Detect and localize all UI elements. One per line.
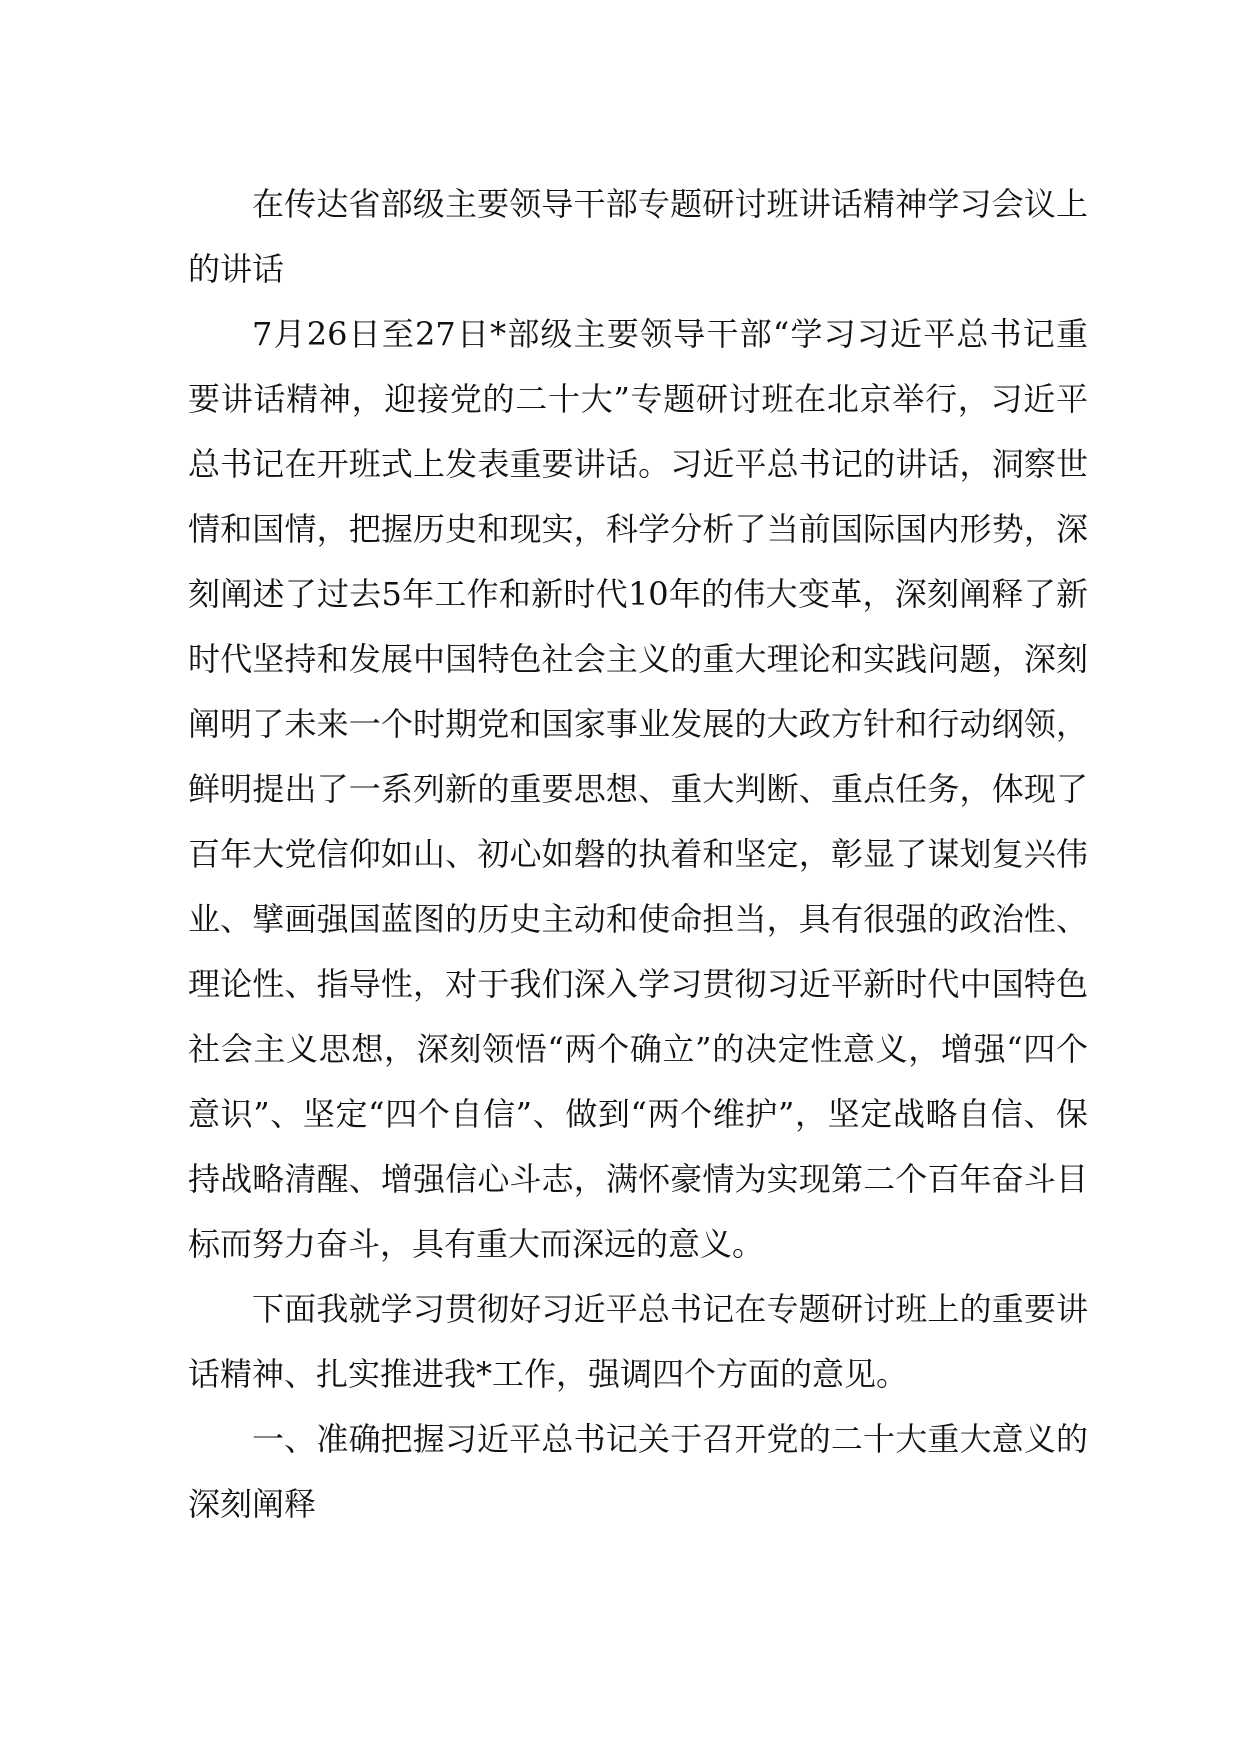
- body-paragraph-1: 7月26日至27日*部级主要领导干部“学习习近平总书记重要讲话精神，迎接党的二十大”专题研讨班在北京举行，习近平总书记在开班式上发表重要讲话。习近平总书记的讲话，洞察世情和国情，把握历史和现实，科学分析了当前国际国内形势，深刻阐述了过去5年工作和新时代10年的伟大变革，深刻阐释了新时代坚持和发展中国特色社会主义的重大理论和实践问题，深刻阐明了未来一个时期党和国家事业发展的大政方针和行动纲领，鲜明提出了一系列新的重要思想、重大判断、重点任务，体现了百年大党信仰如山、初心如磐的执着和坚定，彰显了谋划复兴伟业、擘画强国蓝图的历史主动和使命担当，具有很强的政治性、理论性、指导性，对于我们深入学习贯彻习近平新时代中国特色社会主义思想，深刻领悟“两个确立”的决定性意义，增强“四个意识”、坚定“四个自信”、做到“两个维护”，坚定战略自信、保持战略清醒、增强信心斗志，满怀豪情为实现第二个百年奋斗目标而努力奋斗，具有重大而深远的意义。: [188, 315, 1088, 1263]
- section-heading-1: 一、准确把握习近平总书记关于召开党的二十大重大意义的深刻阐释: [188, 1420, 1088, 1523]
- document-title: 在传达省部级主要领导干部专题研讨班讲话精神学习会议上的讲话: [188, 185, 1088, 288]
- body-paragraph-2: 下面我就学习贯彻好习近平总书记在专题研讨班上的重要讲话精神、扎实推进我*工作，强调四个方面的意见。: [188, 1290, 1088, 1393]
- document-page: [188, 172, 1088, 1537]
